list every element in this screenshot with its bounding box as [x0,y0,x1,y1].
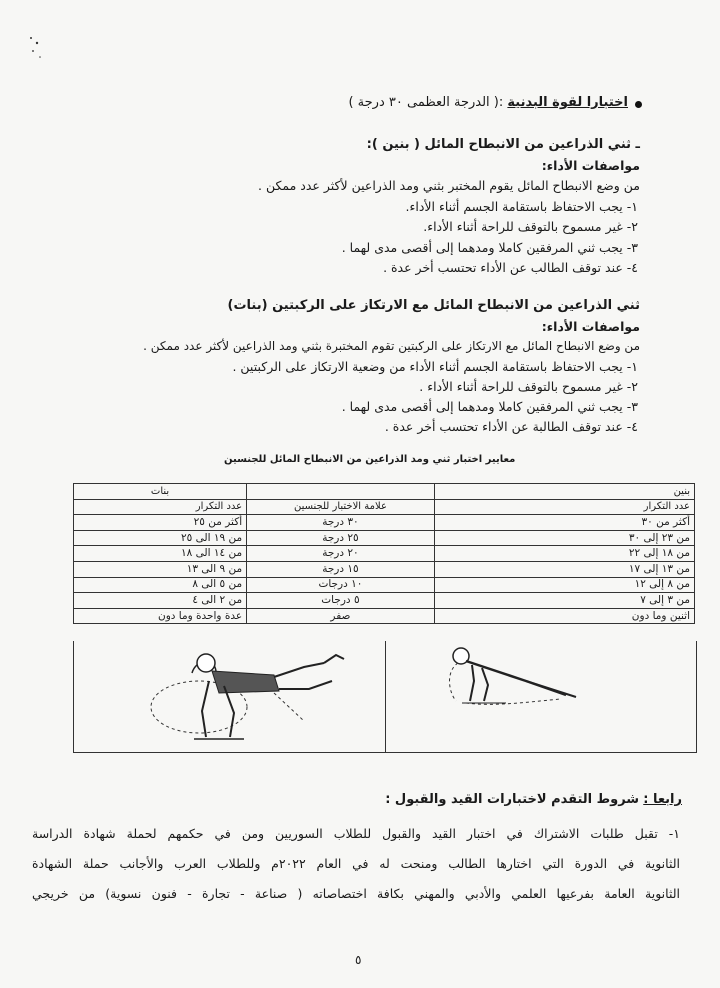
girls-reps-cell: من ٢ الى ٤ [74,593,247,609]
section4-para-line-0: ١- تقبل طلبات الاشتراك في اختبار القيد والقبول للطلاب السوريين ومن في حكمهم لحملة شهادة الدراسة [32,826,680,841]
mark-cell: صفر [247,608,435,624]
section1-title: اختبارا لقوة البدنية [507,95,628,110]
boys-reps-cell: أكثر من ٣٠ [434,515,694,531]
girls-reps-cell: من ١٤ الى ١٨ [74,546,247,562]
table-row [74,593,695,609]
boys-line-3: ٣- يجب ثني المرفقين كاملا ومدهما إلى أقصى مدى لهما . [341,240,638,255]
table-row [74,608,695,624]
boys-specs-label: مواصفات الأداء: [541,158,640,173]
table-row [74,530,695,546]
girls-specs-label: مواصفات الأداء: [541,319,640,334]
mark-cell: ١٥ درجة [247,561,435,577]
boys-reps-cell: من ١٨ إلى ٢٢ [434,546,694,562]
section4-para-line-1: الثانوية في الدورة التي اختارها الطالب ومنحت له في العام ٢٠٢٢م وللطلاب العرب والأجانب حملة الشهادة [32,856,680,871]
table-header-row [74,499,695,515]
boys-line-2: ٢- غير مسموح بالتوقف للراحة أثناء الأداء. [423,219,638,234]
page-number: ٥ [355,953,362,967]
girls-line-2: ٢- غير مسموح بالتوقف للراحة أثناء الأداء . [419,379,638,394]
girls-line-4: ٤- عند توقف الطالبة عن الأداء تحتسب أخر عدة . [384,419,638,434]
scan-marks [28,35,48,65]
mark-cell: ٥ درجات [247,593,435,609]
table-row [74,515,695,531]
girls-line-0: من وضع الانبطاح المائل مع الارتكاز على الركبتين تقوم المختبرة بثني ومد الذراعين لأكثر عدد ممكن . [143,339,640,353]
boys-reps-cell: من ٨ إلى ١٢ [434,577,694,593]
boys-line-1: ١- يجب الاحتفاظ باستقامة الجسم أثناء الأداء. [405,199,638,214]
boys-reps-cell: اثنين وما دون [434,608,694,624]
girls-reps-cell: من ١٩ الى ٢٥ [74,530,247,546]
mark-group-blank [247,484,435,500]
boys-reps-cell: من ٢٣ إلى ٣٠ [434,530,694,546]
mark-cell: ١٠ درجات [247,577,435,593]
bullet-icon [635,101,642,108]
boys-line-0: من وضع الانبطاح المائل يقوم المختبر بثني ومد الذراعين لأكثر عدد ممكن . [258,178,640,193]
pushup-icon [386,641,696,751]
mark-cell: ٢٥ درجة [247,530,435,546]
illustration-row [73,641,697,753]
section4-prefix: رابعا : [643,792,682,807]
girls-reps-cell: من ٥ الى ٨ [74,577,247,593]
section4-title: شروط التقدم لاختبارات القيد والقبول : [385,792,640,807]
mark-cell: ٣٠ درجة [247,515,435,531]
col-mark: علامة الاختبار للجنسين [247,499,435,515]
table-row [74,561,695,577]
girls-reps-cell: من ٩ الى ١٣ [74,561,247,577]
girls-reps-cell: أكثر من ٢٥ [74,515,247,531]
table-row [74,577,695,593]
section4-heading [385,792,682,807]
boys-line-4: ٤- عند توقف الطالب عن الأداء تحتسب أخر عدة . [383,260,638,275]
boys-heading: ـ ثني الذراعين من الانبطاح المائل ( بنين ): [366,137,640,152]
table-caption: معايير اختبار ثني ومد الذراعين من الانبطاح المائل للجنسين [224,454,516,465]
girls-heading: ثني الذراعين من الانبطاح المائل مع الارتكاز على الركبتين (بنات) [227,298,640,313]
table-group-row [74,484,695,500]
girls-reps-cell: عدة واحدة وما دون [74,608,247,624]
col-reps-boys: عدد التكرار [434,499,694,515]
criteria-table [73,483,695,624]
girls-group-label: بنات [74,484,247,500]
section1-heading [348,95,628,110]
girls-line-3: ٣- يجب ثني المرفقين كاملا ومدهما إلى أقصى مدى لهما . [341,399,638,414]
girls-pushup-illustration [74,641,385,752]
boys-reps-cell: من ١٣ إلى ١٧ [434,561,694,577]
girls-line-1: ١- يجب الاحتفاظ باستقامة الجسم أثناء الأداء من وضعية الارتكاز على الركبتين . [232,359,638,374]
col-reps-girls: عدد التكرار [74,499,247,515]
boys-pushup-illustration [385,641,697,752]
mark-cell: ٢٠ درجة [247,546,435,562]
table-row [74,546,695,562]
boys-group-label: بنين [434,484,694,500]
boys-reps-cell: من ٣ إلى ٧ [434,593,694,609]
section1-subtitle: :( الدرجة العظمى ٣٠ درجة ) [348,95,504,110]
section4-para-line-2: الثانوية العامة بفرعيها العلمي والأدبي والمهني بكافة اختصاصاته ( صناعة - تجارة - فنون نسوية) من خريجي [32,886,680,901]
knee-pushup-icon [74,641,384,751]
